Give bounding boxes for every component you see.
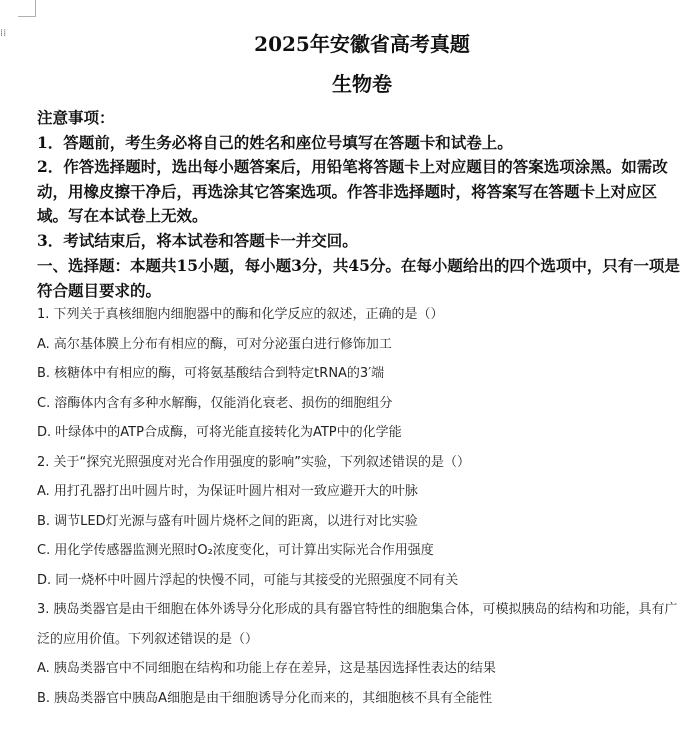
notes-item-3: 3．考试结束后，将本试卷和答题卡一并交回。 [37,230,358,250]
question-stem: 1. 下列关于真核细胞内细胞器中的酶和化学反应的叙述，正确的是（） [37,307,444,322]
question-option: D. 叶绿体中的ATP合成酶，可将光能直接转化为ATP中的化学能 [37,425,402,440]
notes-heading: 注意事项： [37,108,115,127]
question-option: D. 同一烧杯中叶圆片浮起的快慢不同，可能与其接受的光照强度不同有关 [37,572,459,588]
document-subtitle: 生物卷 [332,72,392,96]
questions-list [37,300,687,713]
question-stem: 2. 关于“探究光照强度对光合作用强度的影响”实验，下列叙述错误的是（） [37,454,471,470]
notes-item-1: 1．答题前，考生务必将自己的姓名和座位号填写在答题卡和试卷上。 [37,132,513,152]
question-option: A. 胰岛类器官中不同细胞在结构和功能上存在差异，这是基因选择性表达的结果 [37,661,496,676]
question-stem: 3. 胰岛类器官是由干细胞在体外诱导分化形成的具有器官特性的细胞集合体，可模拟胰岛的结构和功能，具有广泛的应用价值。下列叙述错误的是（） [37,602,678,647]
notes-block [37,106,687,253]
question-option: B. 胰岛类器官中胰岛A细胞是由干细胞诱导分化而来的，其细胞核不具有全能性 [37,690,493,706]
question-option: B. 核糖体中有相应的酶，可将氨基酸结合到特定tRNA的3′端 [37,366,385,381]
margin-crop-mark [35,0,36,16]
question-option: B. 调节LED灯光源与盛有叶圆片烧杯之间的距离，以进行对比实验 [37,513,418,529]
question-option: C. 用化学传感器监测光照时O₂浓度变化，可计算出实际光合作用强度 [37,543,434,558]
table-move-handle-icon[interactable]: ⁞⁞ [0,28,7,39]
question-option: A. 高尔基体膜上分布有相应的酶，可对分泌蛋白进行修饰加工 [37,336,392,352]
question-option: C. 溶酶体内含有多种水解酶，仅能消化衰老、损伤的细胞组分 [37,395,393,411]
question-option: A. 用打孔器打出叶圆片时，为保证叶圆片相对一致应避开大的叶脉 [37,484,418,499]
margin-crop-mark-horizontal [18,16,36,17]
section-heading: 一、选择题：本题共15小题，每小题3分，共45分。在每小题给出的四个选项中，只有一项是符合题目要求的。 [37,256,680,300]
document-title: 2025年安徽省高考真题 [254,32,470,56]
notes-item-2: 2．作答选择题时，选出每小题答案后，用铅笔将答题卡上对应题目的答案选项涂黑。如需改动，用橡皮擦干净后，再选涂其它答案选项。作答非选择题时，将答案写在答题卡上对应区域。写在本试卷上无效。 [37,157,668,225]
